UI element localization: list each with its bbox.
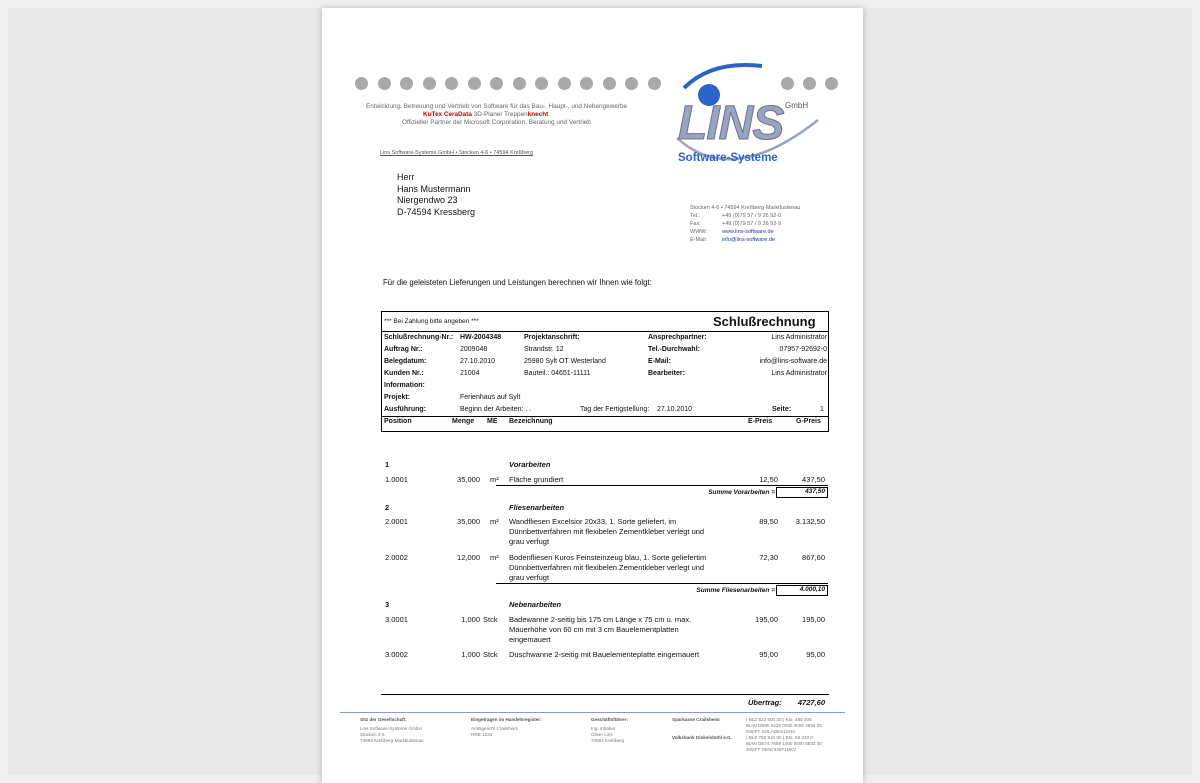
project-street: Strandstr. 12: [524, 346, 564, 353]
contact-fax: +49 (0)79 57 / 9 26 92-9: [722, 221, 782, 227]
footer-rule: [340, 712, 845, 713]
recipient-city: D-74594 Kressberg: [397, 206, 476, 217]
order-label: Auftrag Nr.:: [384, 346, 423, 353]
completion-date: 27.10.2010: [657, 406, 693, 413]
project-phone: Bauteil.: 04651-11111: [524, 370, 591, 377]
section-title: Vorarbeiten: [509, 460, 551, 469]
page-number: 1: [820, 406, 824, 413]
col-description: Bezeichnung: [509, 418, 553, 425]
subtotal-label: Summe Fliesenarbeiten =: [696, 587, 775, 594]
contact-address: Stocken 4-6 • 74594 Kreßberg-Marktlustenau: [690, 205, 801, 211]
recipient-name: Hans Mustermann: [397, 183, 471, 194]
section-number: 1: [385, 460, 390, 469]
contact-www-link[interactable]: www.lins-software.de: [722, 229, 774, 235]
project-name: Ferienhaus auf Sylt: [460, 394, 521, 401]
execution-begin: Beginn der Arbeiten: . .: [460, 406, 532, 413]
project-city: 25980 Sylt OT Westerland: [524, 358, 606, 365]
subtotal-value: 437,50: [776, 487, 828, 498]
decorative-dots-left: [355, 77, 661, 90]
document-title: Schlußrechnung: [713, 314, 816, 329]
footer-register: Eingetragen im Handelsregister: Amtsgericht Crailsheim HRB 1234: [471, 717, 542, 737]
recipient-street: Niergendwo 23: [397, 195, 458, 205]
footer-management: Geschäftsführer: Ing. Inhaber Oliver Lins 74594 Kreßberg: [591, 717, 629, 743]
customer-label: Kunden Nr.:: [384, 370, 424, 377]
header-divider: [381, 331, 829, 332]
page-label: Seite:: [772, 406, 792, 413]
recipient-salutation: Herr: [397, 172, 415, 182]
contact-tel: +49 (0)79 57 / 9 26 92-0: [722, 213, 782, 219]
completion-label: Tag der Fertigstellung:: [580, 406, 650, 413]
section-rule: [496, 583, 828, 584]
sender-line: Lins Software-Systeme GmbH • Stocken 4-6 • 74594 Kreßberg: [380, 150, 534, 156]
section-title: Fliesenarbeiten: [509, 503, 565, 512]
info-label: Information:: [384, 382, 425, 389]
footer-company: Sitz der Gesellschaft: Lins Software-Systeme GmbH Stocken 4-6 74594 Kreßberg-Marktlustenau: [360, 717, 424, 743]
footer-banks: Sparkasse Crailsheim Volksbank Dinkelsbühl e.G.: [672, 717, 732, 740]
subtotal-value: 4.000,10: [776, 585, 828, 596]
invoice-no-label: Schlußrechnung-Nr.:: [384, 334, 454, 341]
contact-fax-label: Fax:: [690, 221, 701, 227]
payment-note: *** Bei Zahlung bitte angeben ***: [384, 318, 479, 325]
invoice-no: HW-2004348: [460, 334, 502, 341]
company-tagline: Entwicklung, Betreuung und Vertrieb von Software für das Bau-, Haupt-, und Nebengewerbe: [366, 103, 628, 110]
execution-label: Ausführung:: [384, 406, 426, 413]
intro-text: Für die geleisteten Lieferungen und Leistungen berechnen wir Ihnen wie folgt:: [383, 278, 652, 287]
company-products: KuTex CeraData 3D-Planer Treppenknecht: [423, 111, 549, 118]
col-position: Position: [384, 418, 412, 425]
invoice-header-box: [381, 311, 829, 432]
company-partner: Offizieller Partner der Microsoft Corporation, Beratung und Vertrieb: [402, 119, 591, 126]
project-address-label: Projektanschrift:: [524, 334, 580, 341]
direct-dial: 07957-92692-0: [779, 346, 827, 353]
carry-value: 4727,60: [797, 698, 825, 707]
clerk-value: Lins Administrator: [771, 370, 827, 377]
columns-divider: [381, 416, 829, 417]
col-unit-price: E-Preis: [748, 418, 773, 425]
col-total-price: G-Preis: [796, 418, 821, 425]
section-title: Nebenarbeiten: [509, 600, 562, 609]
col-unit: ME: [487, 418, 498, 425]
clerk-label: Bearbeiter:: [648, 370, 685, 377]
section-number: 3: [385, 600, 390, 609]
invoice-date: 27.10.2010: [460, 358, 496, 365]
contact-mail-label: E-Mail:: [690, 237, 708, 243]
order-no: 2009048: [460, 346, 488, 353]
col-quantity: Menge: [452, 418, 475, 425]
contact-www-label: WWW:: [690, 229, 708, 235]
carry-rule: [381, 694, 829, 695]
carry-label: Übertrag:: [748, 698, 782, 707]
footer-bank-details: ( BLZ 622 500 30 ) Kto. 485 405 IBAN DE85 6225 0030 0000 4854 05 SWIFT SOLADES1SHA ( BLZ 765 910 00 ) Kto. 56 333 0 IBAN DE74 7659 1000 0000 5633 30 SWIFT GENODEF1DKV: [746, 717, 822, 752]
contact-person: Lins Administrator: [771, 334, 827, 341]
section-number: 2: [385, 503, 390, 512]
company-logo: LINS GmbH Software-Systeme: [672, 60, 822, 178]
contact-person-label: Ansprechpartner:: [648, 334, 707, 341]
email-label: E-Mail:: [648, 358, 671, 365]
date-label: Belegdatum:: [384, 358, 427, 365]
contact-tel-label: Tel.:: [690, 213, 701, 219]
section-rule: [496, 485, 828, 486]
direct-dial-label: Tel.-Durchwahl:: [648, 346, 700, 353]
subtotal-label: Summe Vorarbeiten =: [708, 489, 775, 496]
customer-no: 21004: [460, 370, 480, 377]
email-value: info@lins-software.de: [759, 358, 827, 365]
project-label: Projekt:: [384, 394, 411, 401]
contact-mail-link[interactable]: info@lins-software.de: [722, 237, 775, 243]
